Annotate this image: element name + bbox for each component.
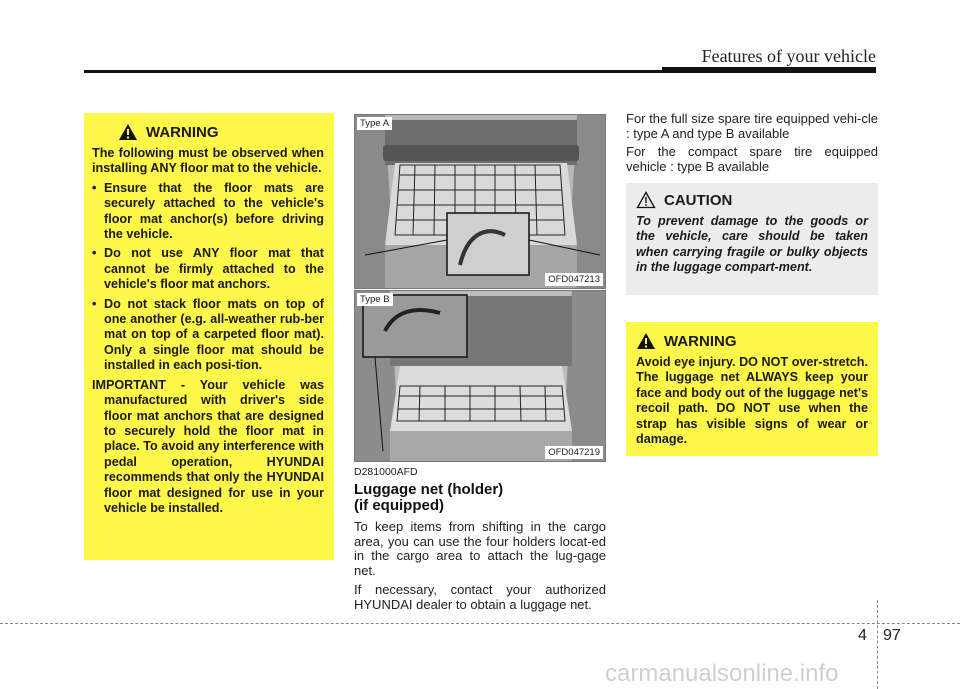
- warning-text: Avoid eye injury. DO NOT over-stretch. The luggage net ALWAYS keep your face and body out of the luggage net's recoil path. DO NOT use when the strap has visible signs of wear or damage.: [636, 355, 868, 447]
- photo-type-label: Type B: [357, 293, 393, 306]
- luggage-net-photo-type-b: [354, 290, 606, 462]
- caution-box: [626, 183, 878, 295]
- section-title-line: Luggage net (holder): [354, 481, 504, 498]
- warning-bullet: • Ensure that the floor mats are securely attached to the vehicle's floor mat anchor(s) before driving the vehicle.: [92, 181, 324, 243]
- warning-heading-text: WARNING: [664, 332, 737, 350]
- warning-bullet: • Do not stack floor mats on top of one another (e.g. all-weather rub-ber mat on top of a carpeted floor mat). Only a single floor mat should be installed in each posi-tion.: [92, 297, 324, 374]
- cargo-area-illustration-b: [355, 291, 606, 462]
- warning-triangle-icon: [118, 123, 138, 141]
- section-title-line: (if equipped): [354, 497, 444, 514]
- caution-heading-text: CAUTION: [664, 191, 733, 209]
- luggage-net-warning-box: [626, 322, 878, 456]
- photo-type-label: Type A: [357, 117, 392, 130]
- caution-text: To prevent damage to the goods or the vehicle, care should be taken when carrying fragile or bulky objects in the luggage compart-ment.: [636, 214, 868, 275]
- spare-tire-paragraph: For the compact spare tire equipped vehicle : type B available: [626, 144, 878, 174]
- page-number: 97: [883, 627, 901, 644]
- warning-heading-text: WARNING: [146, 123, 219, 141]
- watermark-logo: carmanualsonline.info: [605, 660, 839, 687]
- section-code: D281000AFD: [354, 466, 418, 478]
- warning-heading: [92, 123, 324, 141]
- cargo-area-illustration-a: [355, 115, 606, 289]
- page-header-title: Features of your vehicle: [701, 46, 876, 66]
- footer-rule: [0, 623, 960, 624]
- section-title: [354, 482, 614, 514]
- warning-intro: The following must be observed when installing ANY floor mat to the vehicle.: [92, 146, 324, 176]
- warning-important-note: IMPORTANT - Your vehicle was manufactured with driver's side floor mat anchors that are designed to securely hold the floor mat in place. To avoid any interference with pedal operation, HYUNDAI recommends that only the HYUNDAI floor mat designed for use in your vehicle be installed.: [92, 377, 324, 515]
- section-paragraph: If necessary, contact your authorized HYUNDAI dealer to obtain a luggage net.: [354, 582, 606, 612]
- photo-code: OFD047213: [545, 273, 603, 286]
- warning-bullet: • Do not use ANY floor mat that cannot be firmly attached to the vehicle's floor mat anchors.: [92, 246, 324, 292]
- warning-triangle-icon: [636, 332, 656, 350]
- floor-mat-warning-box: [84, 113, 334, 560]
- caution-triangle-icon: [636, 191, 656, 209]
- spare-tire-paragraph: For the full size spare tire equipped vehi-cle : type A and type B available: [626, 111, 878, 141]
- luggage-net-photo-type-a: [354, 114, 606, 289]
- photo-code: OFD047219: [545, 446, 603, 459]
- footer-divider: [877, 600, 878, 689]
- warning-heading: [636, 332, 868, 350]
- header-rule-accent: [662, 67, 876, 73]
- section-paragraph: To keep items from shifting in the cargo area, you can use the four holders locat-ed in the cargo area to attach the lug-gage net.: [354, 519, 606, 578]
- caution-heading: [636, 191, 868, 209]
- warning-bullet-list: [92, 181, 324, 374]
- chapter-number: 4: [858, 627, 867, 644]
